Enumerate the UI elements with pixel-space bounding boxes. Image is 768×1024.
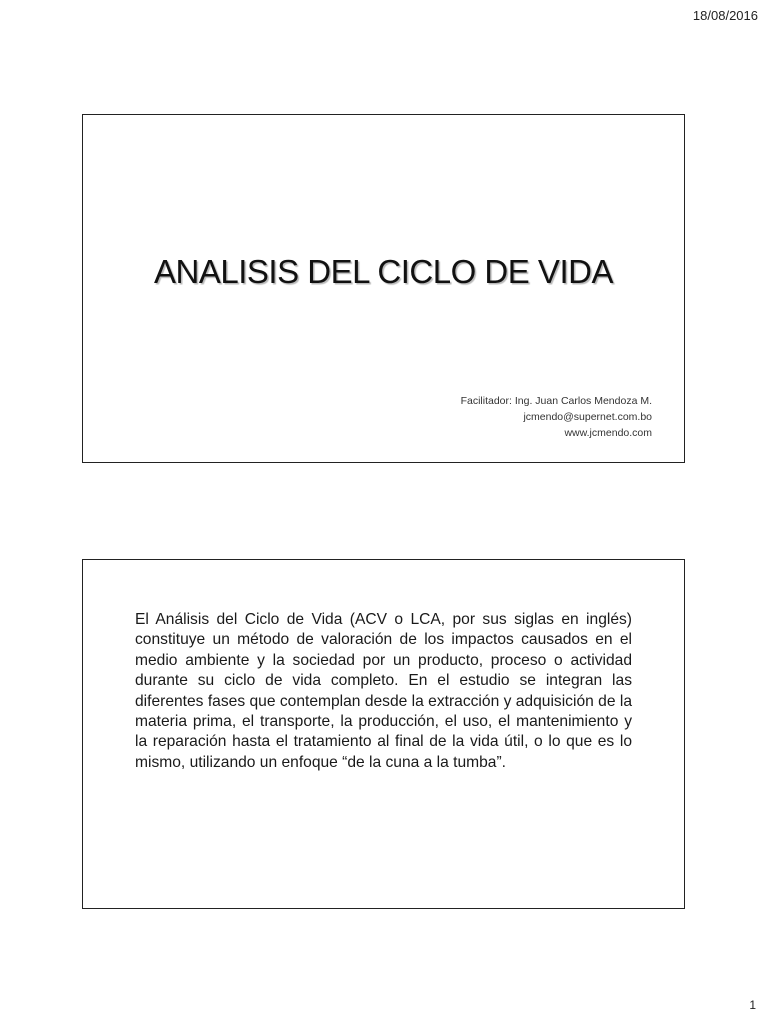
definition-slide <box>82 559 685 909</box>
facilitator-email: jcmendo@supernet.com.bo <box>523 411 652 423</box>
facilitator-info <box>461 393 652 441</box>
title-slide <box>82 114 685 463</box>
page-number: 1 <box>749 998 756 1012</box>
page-date: 18/08/2016 <box>692 8 758 23</box>
definition-paragraph: El Análisis del Ciclo de Vida (ACV o LCA, por sus siglas en inglés) constituye un método de valoración de los impactos causados en el medio ambiente y la sociedad por un producto, proceso o actividad durante su ciclo de vida completo. En el estudio se integran las diferentes fases que contemplan desde la extracción y adquisición de la materia prima, el transporte, la producción, el uso, el mantenimiento y la reparación hasta el tratamiento al final de la vida útil, o lo que es lo mismo, utilizando un enfoque “de la cuna a la tumba”. <box>135 611 632 771</box>
facilitator-website: www.jcmendo.com <box>564 427 652 439</box>
slide-title: ANALISIS DEL CICLO DE VIDA <box>154 253 613 290</box>
facilitator-name: Facilitador: Ing. Juan Carlos Mendoza M. <box>460 395 652 407</box>
